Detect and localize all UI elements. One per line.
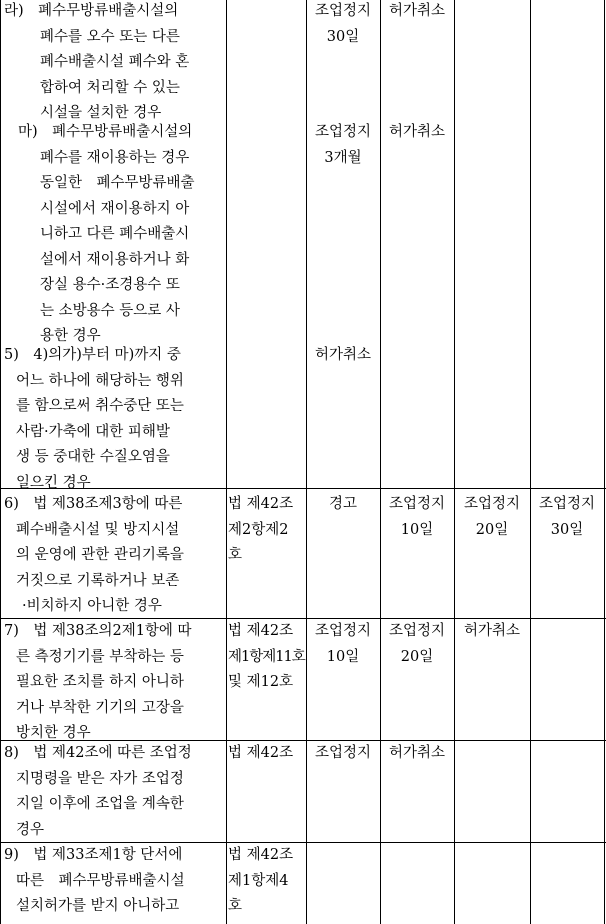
- violation-line: 폐수를 재이용하는 경우: [40, 149, 190, 166]
- violation-line: 용한 경우: [40, 328, 101, 344]
- violation-line: 폐수배출시설 폐수와 혼: [40, 54, 190, 70]
- violation-line: 시설에서 재이용하지 아: [40, 200, 190, 217]
- penalty-line: 조업정지: [314, 745, 372, 761]
- column-divider: [604, 0, 605, 924]
- first-violation-cell: [306, 741, 380, 767]
- violation-line: 는 소방용수 등으로 사: [40, 302, 180, 319]
- violation-line: 니하고 다른 폐수배출시: [40, 226, 190, 242]
- violation-line: 장실 용수·조경용수 또: [40, 277, 180, 293]
- violation-line: 6) 법 제38조제3항에 따른: [4, 496, 183, 512]
- basis-cell: [228, 843, 306, 920]
- first-violation-cell: [306, 492, 380, 518]
- violation-line: 9) 법 제33조제1항 단서에: [4, 847, 183, 863]
- penalty-line: 조업정지: [314, 623, 372, 639]
- third-violation-cell: [454, 492, 530, 543]
- penalty-line: 조업정지: [388, 496, 446, 512]
- violation-line: 폐수배출시설 및 방지시설: [16, 521, 180, 538]
- violation-line: 생 등 중대한 수질오염을: [16, 449, 170, 465]
- violation-cell: [4, 843, 224, 920]
- fourth-violation-cell: [530, 492, 604, 543]
- second-violation-cell: [380, 0, 454, 25]
- violation-line: 라) 폐수무방류배출시설의: [4, 3, 179, 19]
- penalty-line: 조업정지: [538, 496, 596, 512]
- violation-line: 어느 하나에 해당하는 행위: [16, 372, 184, 389]
- violation-line: 지일 이후에 조업을 계속한: [16, 796, 184, 812]
- first-violation-cell: [306, 120, 380, 171]
- first-violation-cell: [306, 0, 380, 50]
- first-violation-cell: [306, 343, 380, 369]
- second-violation-cell: [380, 619, 454, 670]
- penalty-line: 허가취소: [314, 347, 372, 363]
- basis-cell: [228, 741, 306, 767]
- violation-line: 의 운영에 관한 관리기록을: [16, 547, 184, 563]
- basis-line: 제1항제11호: [228, 648, 305, 665]
- basis-line: 법 제42조: [228, 623, 294, 639]
- basis-line: 제1항제4: [228, 872, 289, 889]
- violation-line: 설치허가를 받지 아니하고: [16, 898, 180, 914]
- penalty-line: 조업정지: [388, 623, 446, 639]
- violation-line: 시설을 설치한 경우: [40, 105, 162, 121]
- violation-line: 마) 폐수무방류배출시설의: [18, 124, 193, 140]
- third-violation-cell: [454, 619, 530, 645]
- penalty-line: 10일: [326, 648, 360, 665]
- first-violation-cell: [306, 619, 380, 670]
- violation-cell: [4, 492, 224, 620]
- penalty-line: 조업정지: [314, 124, 372, 140]
- basis-line: 및 제12호: [228, 674, 294, 690]
- violation-line: 른 측정기기를 부착하는 등: [16, 648, 184, 665]
- violation-line: 경우: [16, 821, 45, 838]
- violation-line: 필요한 조치를 하지 아니하: [16, 674, 184, 690]
- column-divider: [226, 0, 227, 924]
- violation-line: 8) 법 제42조에 따른 조업정: [4, 745, 192, 761]
- violation-line: 일으킨 경우: [16, 474, 91, 491]
- basis-line: 법 제42조: [228, 745, 294, 761]
- violation-line: 따른 폐수무방류배출시설: [16, 872, 185, 889]
- basis-cell: [228, 619, 306, 696]
- violation-line: 거나 부착한 기기의 고장을: [16, 699, 184, 716]
- violation-cell: [4, 619, 224, 747]
- penalty-line: 경고: [328, 496, 357, 512]
- penalty-line: 20일: [400, 648, 434, 665]
- second-violation-cell: [380, 492, 454, 543]
- column-divider: [0, 0, 1, 924]
- violation-line: 사람·가축에 대한 피해발: [16, 423, 170, 440]
- violation-line: 설에서 재이용하거나 화: [40, 251, 190, 268]
- violation-line: 5) 4)의가)부터 마)까지 중: [4, 347, 181, 363]
- violation-line: 동일한 폐수무방류배출: [40, 175, 195, 191]
- basis-line: 법 제42조: [228, 496, 294, 512]
- column-divider: [530, 0, 531, 924]
- violation-cell: [18, 120, 222, 350]
- violation-line: 7) 법 제38조의2제1항에 따: [4, 623, 192, 639]
- violation-line: 합하여 처리할 수 있는: [40, 79, 180, 96]
- penalty-line: 허가취소: [388, 745, 446, 761]
- violation-line: 거짓으로 기록하거나 보존: [16, 572, 180, 589]
- basis-line: 호: [228, 547, 243, 563]
- violation-line: 방치한 경우: [16, 725, 91, 741]
- basis-line: 제2항제2: [228, 521, 289, 538]
- penalty-line: 10일: [400, 521, 434, 538]
- penalty-line: 3개월: [324, 149, 362, 166]
- column-divider: [454, 0, 455, 924]
- penalty-line: 30일: [550, 521, 584, 538]
- second-violation-cell: [380, 741, 454, 767]
- penalty-line: 허가취소: [388, 124, 446, 140]
- penalty-line: 허가취소: [463, 623, 521, 639]
- violation-line: 폐수를 오수 또는 다른: [40, 28, 180, 45]
- violation-cell: [4, 343, 222, 496]
- basis-line: 호: [228, 898, 243, 914]
- second-violation-cell: [380, 120, 454, 146]
- basis-cell: [228, 492, 306, 569]
- penalty-line: 조업정지: [314, 3, 372, 19]
- penalty-line: 조업정지: [463, 496, 521, 512]
- violation-cell: [4, 0, 222, 127]
- penalty-line: 20일: [475, 521, 509, 538]
- violation-line: 지명령을 받은 자가 조업정: [16, 770, 184, 787]
- violation-cell: [4, 741, 224, 843]
- violation-line: 를 함으로써 취수중단 또는: [16, 398, 184, 414]
- violation-line: ·비치하지 아니한 경우: [22, 598, 162, 614]
- penalty-line: 30일: [326, 28, 360, 45]
- penalty-line: 허가취소: [388, 3, 446, 19]
- basis-line: 법 제42조: [228, 847, 294, 863]
